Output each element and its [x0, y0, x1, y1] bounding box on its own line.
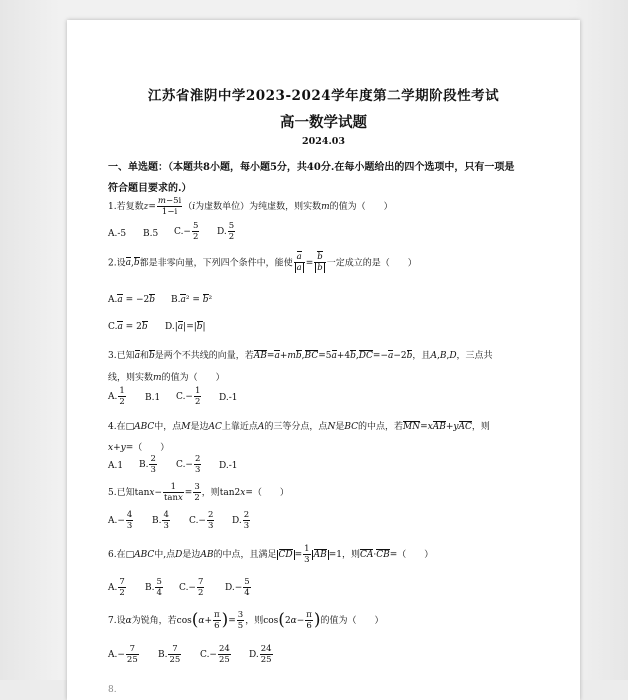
section-heading-line2: 符合题目要求的.）: [108, 183, 192, 194]
q3-option-a: A. $\frac{1}{2}$: [108, 386, 125, 407]
question-3-line2: 线，则实数m的值为（ ）: [108, 373, 225, 383]
section-heading-line1: 一、单选题：（本题共8小题，每小题5分，共40分.在每小题给出的四个选项中，只有一项是: [108, 162, 515, 173]
question-5: 5.已知tanx− $\frac{1}{\tan x}$ = $\frac{3}{2}$ ，则tan2x=（ ）: [108, 482, 289, 503]
question-2: 2.设a,b都是非零向量，下列四个条件中，能使 $\frac{a}{a}$ = $\frac{b}{b}$ 一定成立的是（ ）: [108, 252, 417, 273]
q4-option-b: B. $\frac{2}{3}$: [139, 454, 156, 475]
q3-option-c: C.− $\frac{1}{2}$: [176, 386, 201, 407]
q5-option-c: C.− $\frac{2}{3}$: [189, 510, 214, 531]
question-3-line1: 3.已知a和b是两个不共线的向量，若AB=a+mb,BC=5a+4b,DC=−a−2b，且A,B,D，三点共: [108, 351, 493, 361]
q1-option-a: A.-5: [108, 229, 127, 239]
q1-option-b: B.5: [143, 229, 159, 239]
question-4-line2: x+y=（ ）: [108, 443, 170, 453]
q2-option-b: B.a² = b²: [171, 295, 213, 305]
q2-option-c: C.a = 2b: [108, 322, 148, 332]
question-6: 6.在□ABC中,点D是边AB的中点，且满足 CD = $\frac{1}{3}$ AB =1，则CA·CB=（ ）: [108, 544, 434, 565]
q1-option-d: D. $\frac{5}{2}$: [217, 221, 235, 242]
question-1: [108, 196, 393, 217]
q6-option-d: D.− $\frac{5}{4}$: [225, 577, 250, 598]
q6-option-c: C.− $\frac{7}{2}$: [179, 577, 204, 598]
q7-option-c: C.− $\frac{24}{25}$: [200, 644, 230, 665]
exam-title: 江苏省淮阴中学2023-2024学年度第二学期阶段性考试: [147, 88, 500, 104]
q6-option-b: B. $\frac{5}{4}$: [145, 577, 162, 598]
q6-option-a: A. $\frac{7}{2}$: [108, 577, 125, 598]
q7-option-d: D. $\frac{24}{25}$: [249, 644, 272, 665]
q5-option-d: D. $\frac{2}{3}$: [232, 510, 250, 531]
q7-option-b: B. $\frac{7}{25}$: [158, 644, 181, 665]
q4-option-a: A.1: [108, 461, 124, 471]
q3-option-d: D.-1: [219, 393, 238, 403]
q5-option-a: A.− $\frac{4}{3}$: [108, 510, 133, 531]
document-page: [67, 20, 580, 700]
q4-option-c: C.− $\frac{2}{3}$: [176, 454, 201, 475]
exam-subtitle: 高一数学试题: [280, 114, 367, 131]
q2-option-d: D.|a|=|b|: [165, 322, 206, 332]
question-8-cutoff: 8.: [108, 685, 405, 695]
question-4-line1: 4.在□ABC中，点M是边AC上靠近点A的三等分点，点N是BC的中点，若MN=xAB+yAC，则: [108, 422, 490, 432]
q2-option-a: A.a = −2b: [108, 295, 156, 305]
exam-date: 2024.03: [302, 136, 345, 147]
q3-option-b: B.1: [145, 393, 161, 403]
q5-option-b: B. $\frac{4}{3}$: [152, 510, 169, 531]
question-1-stem: 1.若复数z= $\frac{m-5i}{1-i}$ （i为虚数单位）为纯虚数，则实数m的值为（ ）: [108, 196, 393, 217]
q7-option-a: A.− $\frac{7}{25}$: [108, 644, 138, 665]
q4-option-d: D.-1: [219, 461, 238, 471]
q1-option-c: C.− $\frac{5}{2}$: [174, 221, 199, 242]
question-7: 7.设α为锐角，若cos(α+ $\frac{\pi}{6}$ )= $\frac{3}{5}$ ，则cos(2α− $\frac{\pi}{6}$ )的值为（ ）: [108, 610, 384, 631]
